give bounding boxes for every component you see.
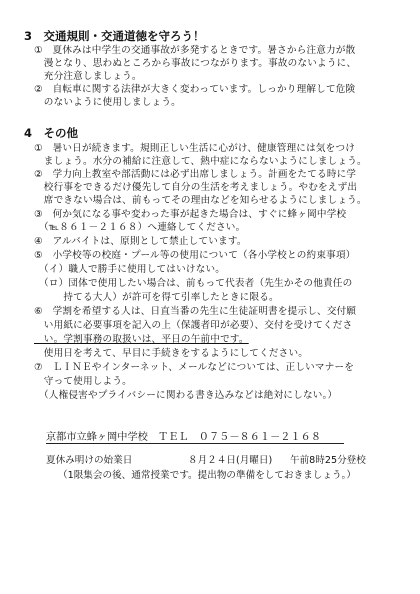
section-4-heading: 4 その他 <box>24 126 79 140</box>
divider <box>46 443 344 444</box>
section-4-line: 使用日を考えて、早目に手続きをするようにしてください。 <box>34 348 309 359</box>
section-3-line: ① 夏休みは中学生の交通事故が多発するときです。暑さから注意力が散 <box>34 45 356 56</box>
section-4-line: 席できない場合は、前もってその理由などを知らせるようにしましょう。 <box>34 195 367 206</box>
school-contact: 京都市立蜂ヶ岡中学校 ＴＥＬ ０７５－８６１－２１６８ <box>46 432 322 443</box>
section-4-line: ⑦ ＬＩＮＥやインターネット、メールなどについては、正しいマナーを <box>34 362 355 373</box>
section-4-line: （℡８６１－２１６８）へ連絡してください。 <box>34 222 246 233</box>
section-4-line: （ロ）団体で使用したい場合は、前もって代表者（先生かその他責任の <box>34 278 353 289</box>
section-4-line: （人権侵害やプライバシーに関わる書き込みなどは絶対にしない。） <box>34 390 338 401</box>
section-4-line: い用紙に必要事項を記入の上（保護者印が必要）、交付を受けてくださ <box>34 320 353 331</box>
section-4-line: ④ アルバイトは、原則として禁止しています。 <box>34 236 247 247</box>
section-4-line: ③ 何か気になる事や変わった事が起きた場合は、すぐに蜂ヶ岡中学校 <box>34 209 347 220</box>
section-4-line: ② 学力向上教室や部活動には必ず出席しましょう。計画をたてる時に学 <box>34 169 357 180</box>
return-date: ８月２４日(月曜日) <box>188 455 273 466</box>
section-4-line: （イ）職人で勝手に使用してはいけない。 <box>34 264 226 275</box>
section-3-line: 漫となり、思わぬところから事故につながります。事故のないように、 <box>34 58 357 69</box>
section-3-line: 充分注意しましょう。 <box>34 71 142 82</box>
section-3-heading: 3 交通規則・交通道徳を守ろう！ <box>24 29 205 43</box>
section-4-line: ⑥ 学割を希望する人は、日直当番の先生に生徒証明書を提示し、交付願 <box>34 306 357 317</box>
section-4-line: ましょう。水分の補給に注意して、熱中症にならないようにしましょう。 <box>34 156 367 167</box>
section-4-line: 持てる大人）が許可を得て引率したときに限る。 <box>34 292 279 303</box>
section-3-line: のないように使用しましょう。 <box>34 97 181 108</box>
section-4-line: 校行事をできるだけ優先して自分の生活を考えましょう。やむをえず出 <box>34 182 358 193</box>
return-note: （1限集会の後、通常授業です。提出物の準備をしておきましょう。） <box>58 470 356 481</box>
return-time: 午前8時25分登校 <box>290 455 366 466</box>
section-3-line: ② 自転車に関する法律が大きく変わっています。しっかり理解して危険 <box>34 84 356 95</box>
section-4-line: 守って使用しよう。 <box>34 376 132 387</box>
return-label: 夏休み明けの始業日 <box>46 455 133 466</box>
section-4-line: ① 暑い日が続きます。規則正しい生活に心がけ、健康管理には気をつけ <box>34 143 356 154</box>
section-4-line-underlined: い。学割事務の取扱いは、平日の午前中です。 <box>34 334 249 345</box>
section-4-line: ⑤ 小学校等の校庭・プール等の使用について（各小学校との約束事項） <box>34 250 356 261</box>
